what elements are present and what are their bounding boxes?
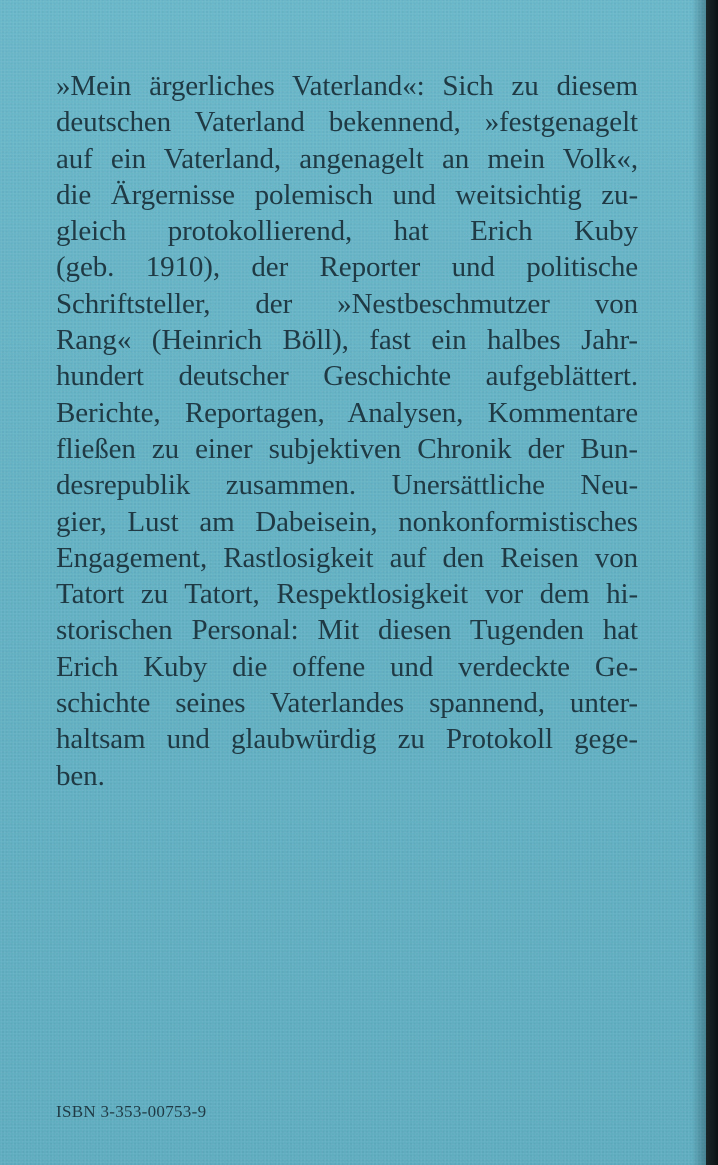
blurb-line-8: Rang« (Heinrich Böll), fast ein halbes Jahr- <box>56 324 638 357</box>
blurb-line-10: Berichte, Reportagen, Analysen, Kommentare <box>56 396 638 429</box>
blurb-line-15: Tatort zu Tatort, Respektlosigkeit vor dem hi- <box>56 578 638 611</box>
blurb-line-4: die Ärgernisse polemisch und weitsichtig zu- <box>56 178 638 211</box>
blurb-line-17: Erich Kuby die offene und verdeckte Ge- <box>56 650 638 683</box>
blurb-line-12: desrepublik zusammen. Unersättliche Neu- <box>56 469 638 502</box>
blurb-line-1: »Mein ärgerliches Vaterland«: Sich zu diesem <box>56 70 638 102</box>
blurb-line-18: schichte seines Vaterlandes spannend, unter- <box>56 687 638 720</box>
blurb-line-19: haltsam und glaubwürdig zu Protokoll gege- <box>56 723 638 756</box>
book-edge-shadow <box>706 0 718 1165</box>
blurb-line-3: auf ein Vaterland, angenagelt an mein Volk«, <box>56 142 638 175</box>
blurb-line-6: (geb. 1910), der Reporter und politische <box>56 251 638 284</box>
blurb-line-20: ben. <box>56 759 105 792</box>
blurb-line-9: hundert deutscher Geschichte aufgeblättert. <box>56 360 638 393</box>
isbn-number: ISBN 3-353-00753-9 <box>56 1102 207 1121</box>
blurb-line-11: fließen zu einer subjektiven Chronik der Bun- <box>56 432 638 465</box>
blurb-line-13: gier, Lust am Dabeisein, nonkonformistisches <box>56 505 638 538</box>
blurb-line-2: deutschen Vaterland bekennend, »festgenagelt <box>56 106 638 139</box>
blurb-line-16: storischen Personal: Mit diesen Tugenden hat <box>56 614 638 647</box>
blurb-line-7: Schriftsteller, der »Nestbeschmutzer von <box>56 287 638 320</box>
blurb-text <box>56 68 638 794</box>
blurb-line-14: Engagement, Rastlosigkeit auf den Reisen von <box>56 541 638 574</box>
blurb-line-5: gleich protokollierend, hat Erich Kuby <box>56 215 638 248</box>
